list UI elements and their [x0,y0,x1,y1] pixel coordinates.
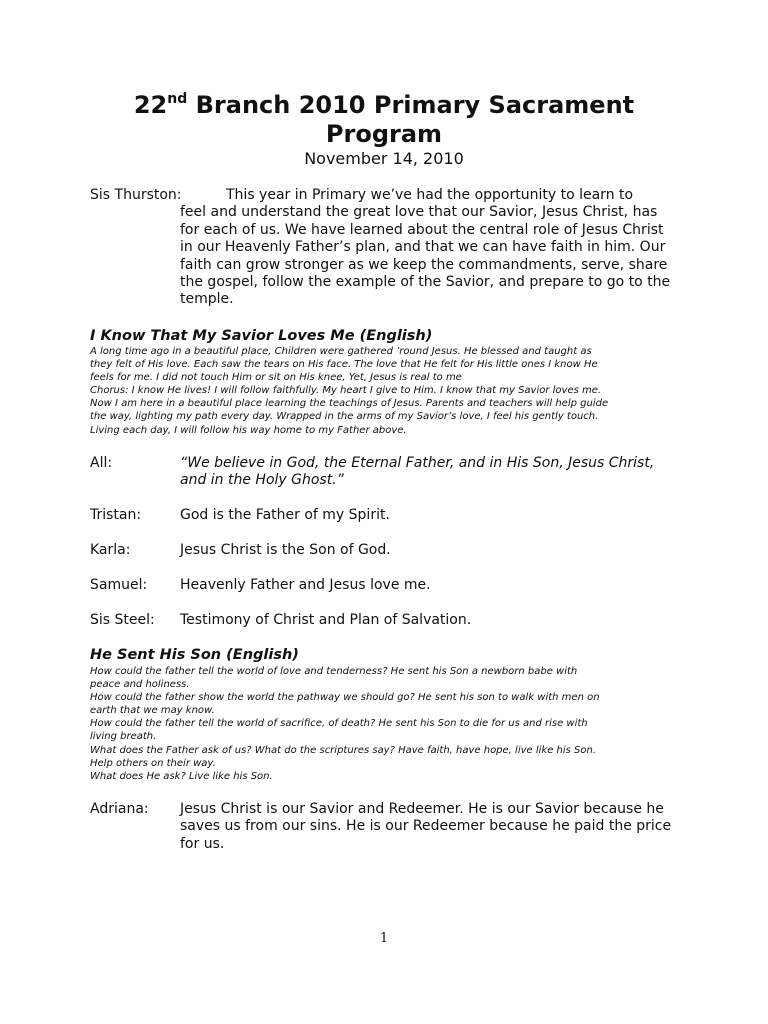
intro-text: feel and understand the great love that our Savior, Jesus Christ, has for each of us. We have learned about the central role of Jesus Christ in our Heavenly Father’s plan, and that we can have faith in him. Our faith can grow stronger as we keep the commandments, serve, share the gospel, follow the example of the Savior, and prepare to go to the temple. [180,204,671,308]
lyric-line: Chorus: I know He lives! I will follow faithfully. My heart I give to Him. I know that my Savior loves me. [90,385,602,397]
intro-first-line: This year in Primary we’ve had the opportunity to learn to [226,187,634,203]
lyric-line: they felt of His love. Each saw the tears on His face. The love that He felt for His little ones I know He [90,359,598,371]
lyric-line: What does He ask? Live like his Son. [90,770,273,782]
program-title-line-2: Program [325,120,443,148]
title-text: Branch 2010 Primary Sacrament [187,91,635,119]
title-superscript: nd [167,91,188,107]
lyric-line: How could the father show the world the pathway we should go? He sent his son to walk with men on [90,692,600,704]
lyric-line: the way, lighting my path every day. Wrapped in the arms of my Savior’s love, I feel his gently touch. [90,411,599,423]
speaker-name: All: [90,455,113,471]
title-number: 22 [133,91,168,119]
lyric-line: peace and holiness. [90,679,190,691]
speaker-name: Samuel: [90,577,148,593]
lyric-line: What does the Father ask of us? What do the scriptures say? Have faith, have hope, live like his Son. [90,744,597,756]
lyric-line: earth that we may know. [90,705,215,717]
speaker-text: “We believe in God, the Eternal Father, and in His Son, Jesus Christ, and in the Holy Ghost.” [180,455,655,489]
speaker-name: Adriana: [90,801,149,817]
page-number: 1 [379,931,389,946]
speaker-text: Jesus Christ is the Son of God. [180,542,391,558]
speaker-name: Tristan: [90,507,142,523]
speaker-text: Heavenly Father and Jesus love me. [180,577,431,593]
speaker-text: God is the Father of my Spirit. [180,507,390,523]
program-title-line-1 [0,90,768,120]
song-lyrics [90,345,682,437]
lyric-line: feels for me. I did not touch Him or sit on His knee, Yet, Jesus is real to me [90,372,462,384]
lyric-line: A long time ago in a beautiful place, Children were gathered ’round Jesus. He blessed and taught as [90,346,592,357]
speaker-name: Karla: [90,542,131,558]
lyric-line: Living each day, I will follow his way home to my Father above. [90,424,407,436]
lyric-line: living breath. [90,731,157,743]
speaker-name: Sis Thurston: [90,187,182,203]
song-title: I Know That My Savior Loves Me (English) [90,328,433,344]
lyric-line: Now I am here in a beautiful place learning the teachings of Jesus. Parents and teachers will help guide [90,398,609,410]
program-date: November 14, 2010 [304,149,464,168]
speaker-text: Jesus Christ is our Savior and Redeemer. He is our Savior because he saves us from our sins. He is our Redeemer because he paid the price for us. [180,801,672,852]
lyric-line: How could the father tell the world of sacrifice, of death? He sent his Son to die for us and rise with [90,718,588,730]
lyric-line: Help others on their way. [90,757,216,769]
speaker-name: Sis Steel: [90,612,155,628]
speaker-text: Testimony of Christ and Plan of Salvation. [180,612,472,628]
song-lyrics [90,665,682,783]
song-title: He Sent His Son (English) [90,647,299,663]
lyric-line: How could the father tell the world of love and tenderness? He sent his Son a newborn babe with [90,666,578,677]
